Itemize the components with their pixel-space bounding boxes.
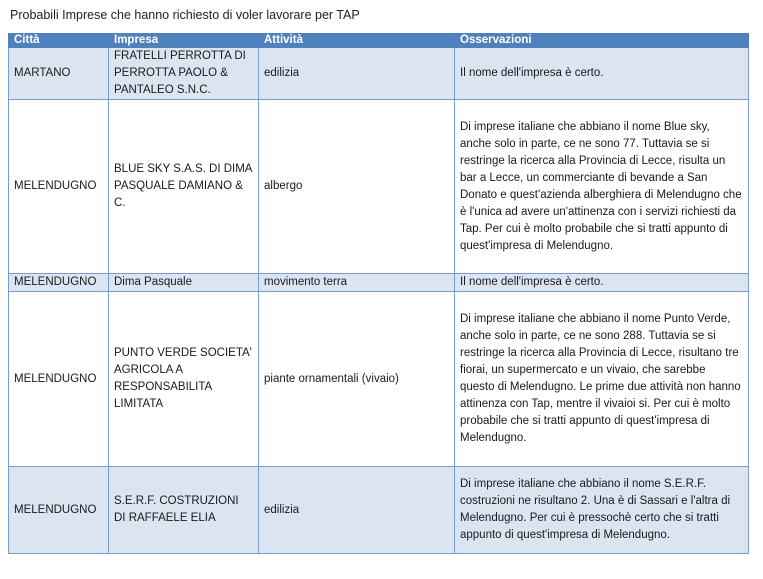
cell-attivita: albergo	[259, 100, 455, 274]
cell-osservazioni: Di imprese italiane che abbiano il nome Blue sky, anche solo in parte, ce ne sono 77. Tuttavia se si restringe la ricerca alla Provincia di Lecce, risulta un bar a Lecce, un commerciante di bevande a San Donato e quest'azienda alberghiera di Melendugno che è l'unica ad avere un'attinenza con i servizi richiesti da Tap. Per cui è molto probabile che si tratti appunto di quest'impresa di Melendugno.	[455, 100, 749, 274]
cell-citta: MARTANO	[9, 48, 109, 100]
cell-citta: MELENDUGNO	[9, 467, 109, 554]
cell-osservazioni: Il nome dell'impresa è certo.	[455, 274, 749, 292]
table-row	[9, 100, 749, 274]
cell-osservazioni: Il nome dell'impresa è certo.	[455, 48, 749, 100]
cell-attivita: edilizia	[259, 48, 455, 100]
column-header-impresa: Impresa	[109, 33, 259, 48]
cell-osservazioni: Di imprese italiane che abbiano il nome S.E.R.F. costruzioni ne risultano 2. Una è di Sassari e l'altra di Melendugno. Per cui è pressochè certo che si tratti appunto di quest'impresa di Melendugno.	[455, 467, 749, 554]
cell-impresa: BLUE SKY S.A.S. DI DIMA PASQUALE DAMIANO & C.	[109, 100, 259, 274]
cell-attivita: piante ornamentali (vivaio)	[259, 292, 455, 467]
column-header-citta: Città	[9, 33, 109, 48]
cell-osservazioni: Di imprese italiane che abbiano il nome Punto Verde, anche solo in parte, ce ne sono 288. Tuttavia se si restringe la ricerca alla Provincia di Lecce, risultano tre fiorai, un supermercato e un vivaio, che sarebbe questo di Melendugno. Le prime due attività non hanno attinenza con Tap, mentre il vivaioi si. Per cui è molto probabile che si tratti appunto di quest'impresa di Melendugno.	[455, 292, 749, 467]
cell-impresa: Dima Pasquale	[109, 274, 259, 292]
table-row	[9, 48, 749, 100]
table-row	[9, 467, 749, 554]
cell-impresa: PUNTO VERDE SOCIETA' AGRICOLA A RESPONSABILITA LIMITATA	[109, 292, 259, 467]
column-header-attivita: Attività	[259, 33, 455, 48]
cell-attivita: edilizia	[259, 467, 455, 554]
table-row	[9, 274, 749, 292]
companies-table	[8, 33, 749, 554]
cell-citta: MELENDUGNO	[9, 100, 109, 274]
header-row	[9, 33, 749, 48]
cell-impresa: FRATELLI PERROTTA DI PERROTTA PAOLO & PANTALEO S.N.C.	[109, 48, 259, 100]
cell-citta: MELENDUGNO	[9, 274, 109, 292]
column-header-osservazioni: Osservazioni	[455, 33, 749, 48]
cell-attivita: movimento terra	[259, 274, 455, 292]
cell-impresa: S.E.R.F. COSTRUZIONI DI RAFFAELE ELIA	[109, 467, 259, 554]
table-caption: Probabili Imprese che hanno richiesto di voler lavorare per TAP	[10, 8, 360, 22]
table-row	[9, 292, 749, 467]
cell-citta: MELENDUGNO	[9, 292, 109, 467]
